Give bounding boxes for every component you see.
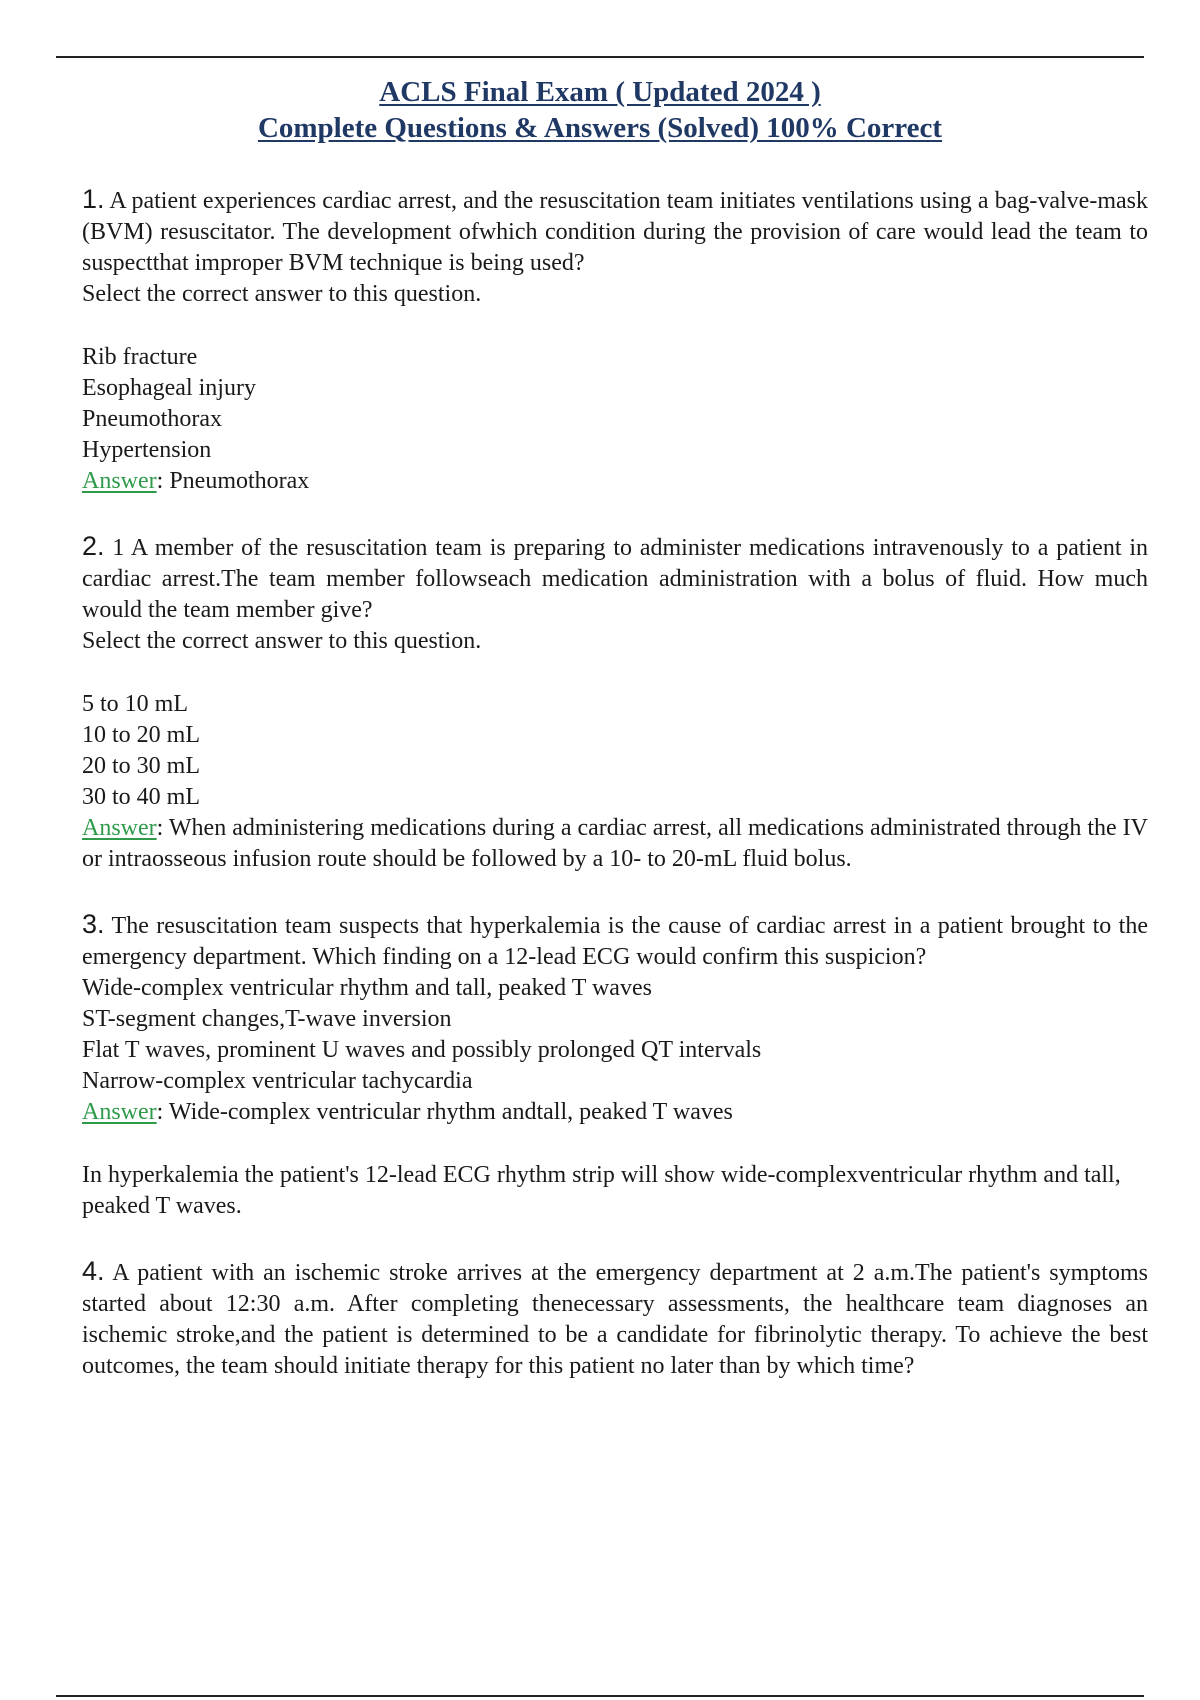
document-subtitle: Complete Questions & Answers (Solved) 100% Correct <box>257 112 943 144</box>
question-instruction: Select the correct answer to this question. <box>82 628 482 654</box>
option: Hypertension <box>82 437 212 463</box>
top-rule <box>56 56 1144 58</box>
question-number: 1. <box>82 184 105 214</box>
option: ST-segment changes,T-wave inversion <box>82 1006 452 1032</box>
bottom-rule <box>56 1695 1144 1697</box>
answer-text: : Wide-complex ventricular rhythm andtall, peaked T waves <box>156 1099 733 1125</box>
option: Pneumothorax <box>82 406 222 432</box>
option: 20 to 30 mL <box>82 753 200 779</box>
question-number: 4. <box>82 1256 105 1286</box>
question-1 <box>82 184 1148 279</box>
option: Esophageal injury <box>82 375 256 401</box>
answer-label: Answer <box>82 1099 157 1125</box>
answer-line <box>82 466 1148 497</box>
explanation-text: In hyperkalemia the patient's 12-lead ECG rhythm strip will show wide-complexventricular rhythm and tall, peaked T waves. <box>82 1162 1121 1219</box>
option: Wide-complex ventricular rhythm and tall, peaked T waves <box>82 975 652 1001</box>
answer-text: : Pneumothorax <box>156 468 310 494</box>
question-2 <box>82 531 1148 626</box>
option: 30 to 40 mL <box>82 784 200 810</box>
question-text: A patient experiences cardiac arrest, and the resuscitation team initiates ventilations using a bag-valve-mask (BVM) resuscitator. The development ofwhich condition during the provision of care would lead the team to suspectthat improper BVM technique is being used? <box>82 188 1148 276</box>
answer-line <box>82 813 1148 875</box>
question-number: 3. <box>82 909 105 939</box>
option: Rib fracture <box>82 344 198 370</box>
answer-label: Answer <box>82 468 157 494</box>
document-header <box>0 74 1200 146</box>
question-text: The resuscitation team suspects that hyperkalemia is the cause of cardiac arrest in a patient brought to the emergency department. Which finding on a 12-lead ECG would confirm this suspicion? <box>82 913 1148 970</box>
question-3 <box>82 909 1148 973</box>
answer-line <box>82 1097 1148 1128</box>
option: 5 to 10 mL <box>82 691 188 717</box>
option: 10 to 20 mL <box>82 722 200 748</box>
question-number: 2. <box>82 531 105 561</box>
document-title: ACLS Final Exam ( Updated 2024 ) <box>379 76 821 108</box>
question-text: 1 A member of the resuscitation team is preparing to administer medications intravenously to a patient in cardiac arrest.The team member followseach medication administration with a bolus of fluid. How much would the team member give? <box>82 535 1148 623</box>
question-instruction: Select the correct answer to this question. <box>82 281 482 307</box>
question-text: A patient with an ischemic stroke arrives at the emergency department at 2 a.m.The patient's symptoms started about 12:30 a.m. After completing thenecessary assessments, the healthcare team diagnoses an ischemic stroke,and the patient is determined to be a candidate for fibrinolytic therapy. To achieve the best outcomes, the team should initiate therapy for this patient no later than by which time? <box>82 1260 1148 1379</box>
answer-label: Answer <box>82 815 157 841</box>
document-body <box>82 184 1148 1382</box>
answer-text: : When administering medications during a cardiac arrest, all medications administrated through the IV or intraosseous infusion route should be followed by a 10- to 20-mL fluid bolus. <box>82 815 1148 872</box>
option: Flat T waves, prominent U waves and possibly prolonged QT intervals <box>82 1037 762 1063</box>
option: Narrow-complex ventricular tachycardia <box>82 1068 473 1094</box>
question-4 <box>82 1256 1148 1382</box>
